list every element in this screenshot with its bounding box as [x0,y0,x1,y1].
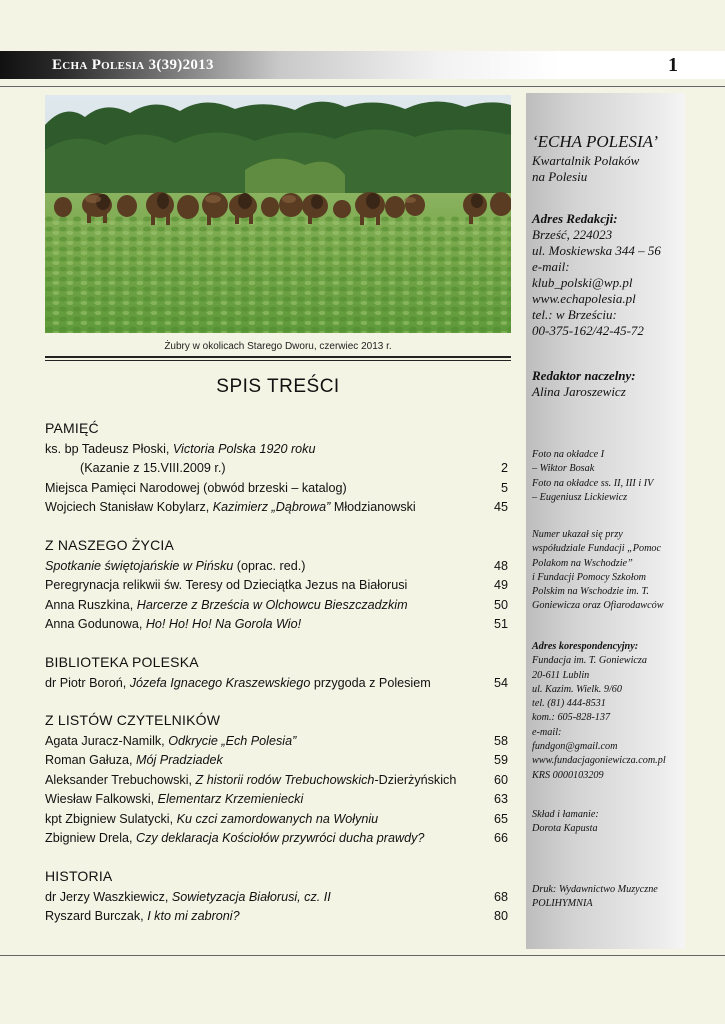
toc-entry[interactable]: (Kazanie z 15.VIII.2009 r.) 2 [80,461,508,475]
toc-entry[interactable]: Spotkanie świętojańskie w Pińsku (oprac. red.) 48 [45,559,508,573]
toc-page-number: 51 [493,617,508,631]
toc-entry[interactable]: Roman Gałuza, Mój Pradziadek 59 [45,753,508,767]
sidebar-editor: Redaktor naczelny: Alina Jaroszewicz [532,368,636,399]
toc-page-number: 45 [493,500,508,514]
journal-header-title: Echa Polesia 3(39)2013 [52,57,214,73]
sidebar-correspondence-email[interactable]: fundgon@gmail.com [532,741,618,753]
toc-page-number: 54 [493,676,508,690]
sidebar-subtitle: Kwartalnik Polaków na Polesiu [532,153,640,184]
toc-section-title: PAMIĘĆ [45,420,99,436]
sidebar-website[interactable]: www.echapolesia.pl [532,291,636,306]
sidebar-journal-title: ‘ECHA POLESIA’ [532,132,659,151]
toc-entry[interactable]: Ryszard Burczak, I kto mi zabroni? 80 [45,909,508,923]
sidebar-correspondence-address: Adres korespondencyjny: Fundacja im. T. Goniewicza 20-611 Lublin ul. Kazim. Wielk. 9/60 tel. (81) 444-8531 kom.: 605-828-137 e-mail: fundgon@gmail.com www.fundacjagoniewicza.com.pl KRS 0000103209 [532,641,666,781]
toc-page-number: 68 [493,890,508,904]
sidebar-print-info: Druk: Wydawnictwo Muzyczne POLIHYMNIA [532,884,658,910]
toc-entry[interactable]: Peregrynacja relikwii św. Teresy od Dzieciątka Jezus na Białorusi 49 [45,578,508,592]
toc-entry[interactable]: Anna Ruszkina, Harcerze z Brześcia w Olchowcu Bieszczadzkim 50 [45,598,508,612]
toc-page-number: 48 [493,559,508,573]
sidebar-typesetting: Skład i łamanie: Dorota Kapusta [532,809,599,835]
toc-title: SPIS TREŚCI [216,376,340,397]
sidebar-editorial-address: Adres Redakcji: Brześć, 224023 ul. Moskiewska 344 – 56 e-mail: klub_polski@wp.pl www.echapolesia.pl tel.: w Brześciu: 00-375-162/42-45-72 [532,211,661,338]
toc-entry[interactable]: Wiesław Falkowski, Elementarz Krzemieniecki 63 [45,792,508,806]
toc-entry[interactable]: Agata Juracz-Namilk, Odkrycie „Ech Polesia” 58 [45,734,508,748]
toc-page-number: 5 [500,481,508,495]
toc-page-number: 50 [493,598,508,612]
toc-page-number: 63 [493,792,508,806]
toc-entry[interactable]: dr Piotr Boroń, Józefa Ignacego Kraszewskiego przygoda z Polesiem 54 [45,676,508,690]
cover-photo-bison [45,95,511,333]
toc-section-title: Z NASZEGO ŻYCIA [45,537,175,553]
toc-entry[interactable]: kpt Zbigniew Sulatycki, Ku czci zamordowanych na Wołyniu 65 [45,812,508,826]
sidebar-email[interactable]: klub_polski@wp.pl [532,275,633,290]
toc-page-number: 49 [493,578,508,592]
header-divider [0,86,725,87]
sidebar-correspondence-website[interactable]: www.fundacjagoniewicza.com.pl [532,755,666,767]
toc-page-number: 60 [493,773,508,787]
toc-section-title: HISTORIA [45,868,113,884]
toc-entry[interactable]: Zbigniew Drela, Czy deklaracja Kościołów przywróci ducha prawdy? 66 [45,831,508,845]
sidebar-funding-note: Numer ukazał się przy współudziale Fundacji „Pomoc Polakom na Wschodzie” i Fundacji Pomocy Szkołom Polskim na Wschodzie im. T. Goniewicza oraz Ofiarodawców [532,529,664,612]
caption-rule-bottom [45,360,511,361]
toc-page-number: 2 [500,461,508,475]
sidebar-photo-credits: Foto na okładce I – Wiktor Bosak Foto na okładce ss. II, III i IV – Eugeniusz Lickiewicz [532,449,654,503]
toc-entry[interactable]: Wojciech Stanisław Kobylarz, Kazimierz „Dąbrowa” Młodzianowski 45 [45,500,508,514]
photo-caption: Żubry w okolicach Starego Dworu, czerwiec 2013 r. [164,341,392,352]
toc-page-number: 66 [493,831,508,845]
toc-page-number: 58 [493,734,508,748]
toc-section-title: Z LISTÓW CZYTELNIKÓW [45,712,221,728]
toc-entry[interactable]: Anna Godunowa, Ho! Ho! Ho! Na Gorola Wio! 51 [45,617,508,631]
page-number: 1 [668,54,678,76]
toc-page-number: 65 [493,812,508,826]
toc-entry[interactable]: Aleksander Trebuchowski, Z historii rodów Trebuchowskich-Dzierżyńskich 60 [45,773,508,787]
toc-page-number: 59 [493,753,508,767]
toc-page-number: 80 [493,909,508,923]
caption-rule-top [45,356,511,358]
toc-section-title: BIBLIOTEKA POLESKA [45,654,199,670]
toc-entry[interactable]: dr Jerzy Waszkiewicz, Sowietyzacja Białorusi, cz. II 68 [45,890,508,904]
footer-divider [0,955,725,956]
toc-entry[interactable]: ks. bp Tadeusz Płoski, Victoria Polska 1920 roku [45,442,316,456]
toc-entry[interactable]: Miejsca Pamięci Narodowej (obwód brzeski – katalog) 5 [45,481,508,495]
